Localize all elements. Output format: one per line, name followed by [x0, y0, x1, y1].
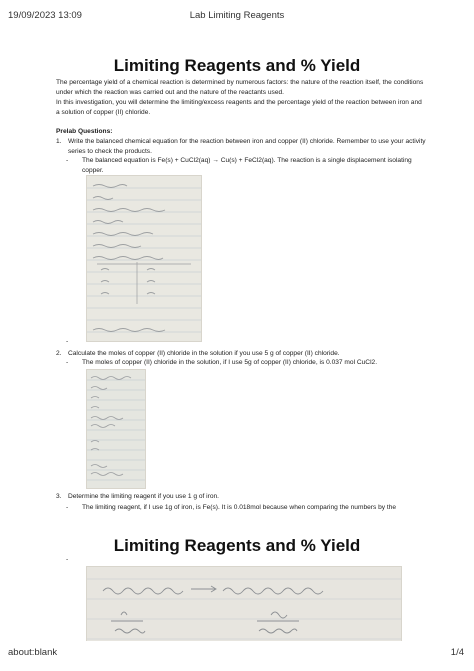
- answer-text: The moles of copper (II) chloride in the solution, if I use 5g of copper (II) chloride, is 0.037 mol CuCl2.: [82, 359, 378, 366]
- handwritten-notes-photo-1: [86, 175, 202, 342]
- intro-paragraph-1: The percentage yield of a chemical reaction is determined by numerous factors: the nature of the reaction itself, the conditions under which the reaction was carried out and the nature of the reactants used.: [56, 79, 424, 96]
- question-text: Calculate the moles of copper (II) chloride in the solution if you use 5 g of copper (II) chloride.: [68, 350, 340, 357]
- answer-dash: -: [66, 504, 69, 511]
- page-title: Limiting Reagents and % Yield: [113, 56, 361, 75]
- answer-dash: -: [66, 359, 69, 366]
- handwritten-notes-photo-3: [86, 566, 402, 641]
- answer-text: The limiting reagent, if I use 1g of iron, is Fe(s). It is 0.018mol because when comparing the numbers by the: [82, 504, 397, 511]
- question-number: 2.: [56, 350, 62, 357]
- prelab-heading: Prelab Questions:: [56, 128, 113, 135]
- answer-3: [66, 503, 418, 513]
- question-number: 1.: [56, 138, 62, 145]
- print-doc-title: Lab Limiting Reagents: [189, 10, 285, 21]
- question-1: [56, 137, 426, 156]
- intro-paragraph-2: In this investigation, you will determine the limiting/excess reagents and the percentage yield of the reaction between iron and a solution of copper (II) chloride.: [56, 99, 422, 116]
- answer-1: [66, 156, 418, 175]
- question-number: 3.: [56, 493, 62, 500]
- answer-2: [66, 358, 418, 368]
- answer-dash: -: [66, 338, 69, 345]
- print-url: about:blank: [8, 647, 58, 658]
- answer-dash: -: [66, 157, 69, 164]
- question-text: Determine the limiting reagent if you use 1 g of iron.: [68, 493, 220, 500]
- intro-text: [56, 78, 426, 118]
- answer-text: The balanced equation is Fe(s) + CuCl2(aq) → Cu(s) + FeCl2(aq). The reaction is a single displacement isolating copper.: [82, 157, 412, 174]
- question-text: Write the balanced chemical equation for the reaction between iron and copper (II) chloride. Remember to use your activity series to check the products.: [68, 138, 426, 155]
- page-number: 1/4: [450, 647, 464, 658]
- question-3: [56, 492, 426, 502]
- page-title-repeat: Limiting Reagents and % Yield: [113, 536, 361, 555]
- handwritten-notes-photo-2: [86, 369, 146, 489]
- print-datetime: 19/09/2023 13:09: [8, 10, 82, 21]
- answer-dash: -: [66, 556, 69, 563]
